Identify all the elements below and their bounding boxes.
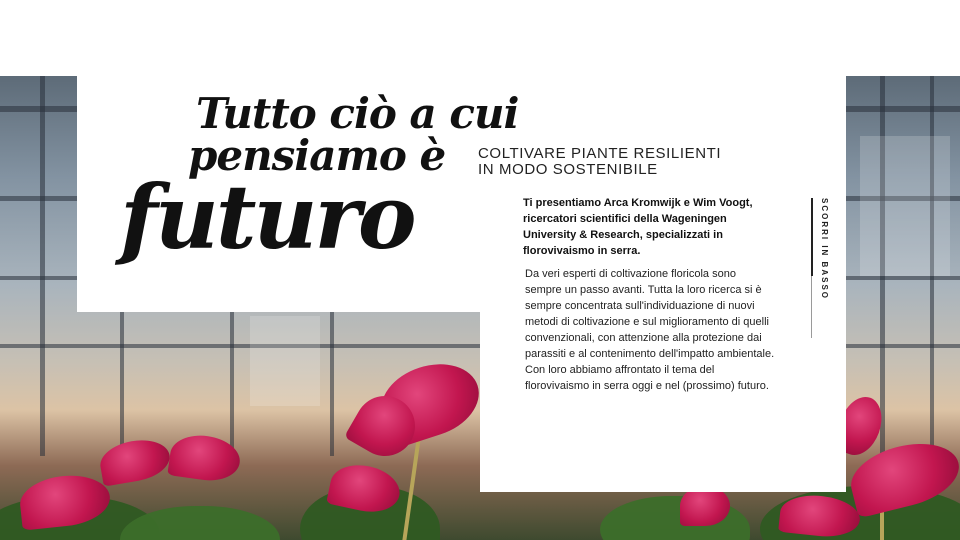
subtitle — [478, 146, 758, 178]
scroll-track-line — [811, 276, 812, 338]
page-title — [118, 89, 519, 269]
headline-line-1: Tutto ciò a cui — [196, 89, 519, 138]
subtitle-line-1: COLTIVARE PIANTE RESILIENTI — [478, 145, 722, 162]
headline-line-3: futuro — [120, 165, 414, 269]
article-intro: Ti presentiamo Arca Kromwijk e Wim Voogt, ricercatori scientifici della Wageningen University & Research, specializzati in florovivaismo in serra. — [523, 197, 753, 257]
scroll-down-label: SCORRI IN BASSO — [820, 198, 829, 301]
scroll-down-indicator[interactable] — [808, 198, 838, 338]
article-body: Da veri esperti di coltivazione floricola sono sempre un passo avanti. Tutta la loro ricerca si è sempre concentrata sull'individuazione di nuovi metodi di coltivazione e sul miglioramento di quelli convenzionali, con attenzione alla protezione dai parassiti e al contenimento dell'impatto ambientale. Con loro abbiamo affrontato il tema del florovivaismo in serra oggi e nel (prossimo) futuro. — [525, 268, 775, 392]
subtitle-line-2: IN MODO SOSTENIBILE — [478, 161, 658, 178]
headline-line-2: pensiamo è — [188, 131, 446, 180]
scroll-progress-line — [811, 198, 813, 276]
